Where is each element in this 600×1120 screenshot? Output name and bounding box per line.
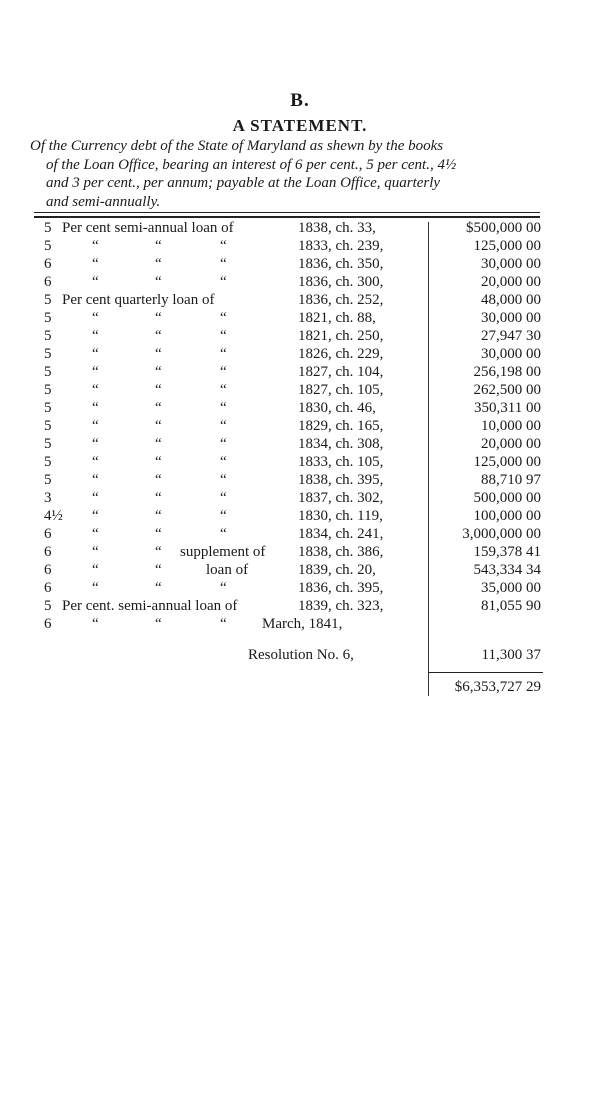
ditto-mark: “: [220, 580, 227, 596]
ditto-mark: “: [92, 580, 99, 596]
ditto-mark: “: [220, 238, 227, 254]
interest-rate: 3: [44, 490, 52, 506]
act-reference: 1829, ch. 165,: [298, 418, 384, 434]
loan-description: Per cent. semi-annual loan of: [62, 598, 238, 614]
statement-description: [30, 137, 552, 211]
ditto-mark: “: [220, 256, 227, 272]
statement-title: A STATEMENT.: [232, 116, 368, 135]
amount: 30,000 00: [481, 256, 541, 272]
ditto-mark: “: [92, 454, 99, 470]
interest-rate: 5: [44, 454, 52, 470]
description-line: Of the Currency debt of the State of Maryland as shewn by the books: [30, 138, 444, 154]
ditto-mark: “: [155, 382, 162, 398]
resolution-amount: 11,300 37: [481, 647, 541, 663]
table-row: [0, 435, 600, 453]
table-row: [0, 345, 600, 363]
amount: 543,334 34: [473, 562, 541, 578]
act-reference: 1839, ch. 323,: [298, 598, 384, 614]
appendix-letter: B.: [290, 90, 310, 111]
loan-description: Per cent quarterly loan of: [62, 292, 215, 308]
ditto-mark: “: [220, 436, 227, 452]
interest-rate: 5: [44, 400, 52, 416]
act-reference: March, 1841,: [262, 616, 343, 632]
table-row: [0, 219, 600, 237]
ditto-mark: “: [92, 274, 99, 290]
ditto-mark: “: [92, 256, 99, 272]
ditto-mark: “: [155, 472, 162, 488]
resolution-label: Resolution No. 6,: [248, 647, 354, 663]
table-row: [0, 471, 600, 489]
ditto-mark: “: [155, 238, 162, 254]
amount: 125,000 00: [473, 454, 541, 470]
loan-description: loan of: [206, 562, 249, 578]
ditto-mark: “: [92, 490, 99, 506]
interest-rate: 5: [44, 436, 52, 452]
ditto-mark: “: [155, 274, 162, 290]
ditto-mark: “: [155, 346, 162, 362]
ditto-mark: “: [92, 400, 99, 416]
description-line: of the Loan Office, bearing an interest of 6 per cent., 5 per cent., 4½: [46, 156, 457, 173]
ditto-mark: “: [220, 472, 227, 488]
act-reference: 1836, ch. 252,: [298, 292, 384, 308]
amount: 159,378 41: [473, 544, 541, 560]
ditto-mark: “: [220, 400, 227, 416]
ditto-mark: “: [220, 346, 227, 362]
table-row: [0, 597, 600, 615]
ditto-mark: “: [92, 310, 99, 326]
amount: 10,000 00: [481, 418, 541, 434]
interest-rate: 5: [44, 598, 52, 614]
act-reference: 1838, ch. 395,: [298, 472, 384, 488]
ditto-mark: “: [155, 256, 162, 272]
amount: 30,000 00: [481, 310, 541, 326]
interest-rate: 5: [44, 472, 52, 488]
ditto-mark: “: [92, 508, 99, 524]
table-row: [0, 363, 600, 381]
interest-rate: 5: [44, 220, 52, 236]
act-reference: 1836, ch. 300,: [298, 274, 384, 290]
amount: 350,311 00: [474, 400, 541, 416]
interest-rate: 5: [44, 364, 52, 380]
ditto-mark: “: [155, 328, 162, 344]
table-row: [0, 381, 600, 399]
act-reference: 1838, ch. 386,: [298, 544, 384, 560]
ditto-mark: “: [92, 238, 99, 254]
ditto-mark: “: [92, 364, 99, 380]
interest-rate: 6: [44, 544, 52, 560]
amount: 81,055 90: [481, 598, 541, 614]
ditto-mark: “: [155, 400, 162, 416]
table-row: [0, 273, 600, 291]
amount: 256,198 00: [473, 364, 541, 380]
amount: $500,000 00: [466, 220, 541, 236]
ditto-mark: “: [155, 364, 162, 380]
ditto-mark: “: [155, 508, 162, 524]
loan-description: supplement of: [180, 544, 266, 560]
ditto-mark: “: [220, 418, 227, 434]
ditto-mark: “: [92, 382, 99, 398]
ditto-mark: “: [220, 616, 227, 632]
ditto-mark: “: [155, 580, 162, 596]
table-row: [0, 579, 600, 597]
interest-rate: 5: [44, 328, 52, 344]
act-reference: 1826, ch. 229,: [298, 346, 384, 362]
ditto-mark: “: [92, 418, 99, 434]
ditto-mark: “: [155, 544, 162, 560]
amount: 3,000,000 00: [462, 526, 541, 542]
loan-description: Per cent semi-annual loan of: [62, 220, 234, 236]
act-reference: 1833, ch. 239,: [298, 238, 384, 254]
interest-rate: 6: [44, 256, 52, 272]
amount: 30,000 00: [481, 346, 541, 362]
table-row: [0, 489, 600, 507]
interest-rate: 6: [44, 616, 52, 632]
header-rule: [34, 212, 540, 213]
act-reference: 1821, ch. 250,: [298, 328, 384, 344]
amount: 20,000 00: [481, 274, 541, 290]
act-reference: 1834, ch. 241,: [298, 526, 384, 542]
ditto-mark: “: [92, 562, 99, 578]
act-reference: 1833, ch. 105,: [298, 454, 384, 470]
interest-rate: 5: [44, 418, 52, 434]
description-line: and 3 per cent., per annum; payable at the Loan Office, quarterly: [46, 175, 441, 191]
amount: 35,000 00: [481, 580, 541, 596]
interest-rate: 6: [44, 274, 52, 290]
interest-rate: 5: [44, 292, 52, 308]
act-reference: 1830, ch. 46,: [298, 400, 376, 416]
act-reference: 1837, ch. 302,: [298, 490, 384, 506]
act-reference: 1830, ch. 119,: [298, 508, 383, 524]
amount: 20,000 00: [481, 436, 541, 452]
interest-rate: 5: [44, 310, 52, 326]
interest-rate: 6: [44, 580, 52, 596]
table-row: [0, 615, 600, 633]
amount: 125,000 00: [473, 238, 541, 254]
debt-table: [0, 219, 600, 633]
table-row: [0, 543, 600, 561]
resolution-row: [0, 645, 600, 665]
ditto-mark: “: [155, 616, 162, 632]
table-row: [0, 417, 600, 435]
interest-rate: 5: [44, 238, 52, 254]
ditto-mark: “: [92, 472, 99, 488]
ditto-mark: “: [155, 436, 162, 452]
ditto-mark: “: [155, 418, 162, 434]
ditto-mark: “: [220, 508, 227, 524]
table-row: [0, 309, 600, 327]
act-reference: 1834, ch. 308,: [298, 436, 384, 452]
amount: 27,947 30: [481, 328, 541, 344]
interest-rate: 6: [44, 526, 52, 542]
ditto-mark: “: [92, 616, 99, 632]
table-row: [0, 327, 600, 345]
ditto-mark: “: [155, 454, 162, 470]
description-line: and semi-annually.: [46, 193, 161, 210]
table-row: [0, 399, 600, 417]
interest-rate: 5: [44, 382, 52, 398]
table-row: [0, 237, 600, 255]
amount: 48,000 00: [481, 292, 541, 308]
ditto-mark: “: [220, 382, 227, 398]
amount: 262,500 00: [473, 382, 541, 398]
table-row: [0, 255, 600, 273]
ditto-mark: “: [220, 364, 227, 380]
ditto-mark: “: [220, 454, 227, 470]
amount: 500,000 00: [473, 490, 541, 506]
interest-rate: 6: [44, 562, 52, 578]
amount: 88,710 97: [481, 472, 541, 488]
ditto-mark: “: [220, 310, 227, 326]
table-row: [0, 291, 600, 309]
act-reference: 1827, ch. 105,: [298, 382, 384, 398]
ditto-mark: “: [220, 274, 227, 290]
ditto-mark: “: [92, 328, 99, 344]
table-row: [0, 453, 600, 471]
ditto-mark: “: [155, 562, 162, 578]
ditto-mark: “: [92, 526, 99, 542]
interest-rate: 4½: [44, 508, 63, 524]
act-reference: 1821, ch. 88,: [298, 310, 376, 326]
interest-rate: 5: [44, 346, 52, 362]
amount-column-rule: [428, 222, 429, 696]
table-row: [0, 561, 600, 579]
total-amount: $6,353,727 29: [454, 679, 541, 695]
act-reference: 1827, ch. 104,: [298, 364, 384, 380]
ditto-mark: “: [220, 526, 227, 542]
ditto-mark: “: [92, 436, 99, 452]
act-reference: 1839, ch. 20,: [298, 562, 376, 578]
ditto-mark: “: [220, 328, 227, 344]
amount: 100,000 00: [473, 508, 541, 524]
table-row: [0, 525, 600, 543]
sum-rule: [428, 672, 543, 673]
ditto-mark: “: [155, 526, 162, 542]
act-reference: 1836, ch. 395,: [298, 580, 384, 596]
ditto-mark: “: [220, 490, 227, 506]
ditto-mark: “: [92, 346, 99, 362]
table-row: [0, 507, 600, 525]
act-reference: 1836, ch. 350,: [298, 256, 384, 272]
act-reference: 1838, ch. 33,: [298, 220, 376, 236]
header-rule-thick: [34, 216, 540, 218]
ditto-mark: “: [155, 310, 162, 326]
ditto-mark: “: [92, 544, 99, 560]
ditto-mark: “: [155, 490, 162, 506]
